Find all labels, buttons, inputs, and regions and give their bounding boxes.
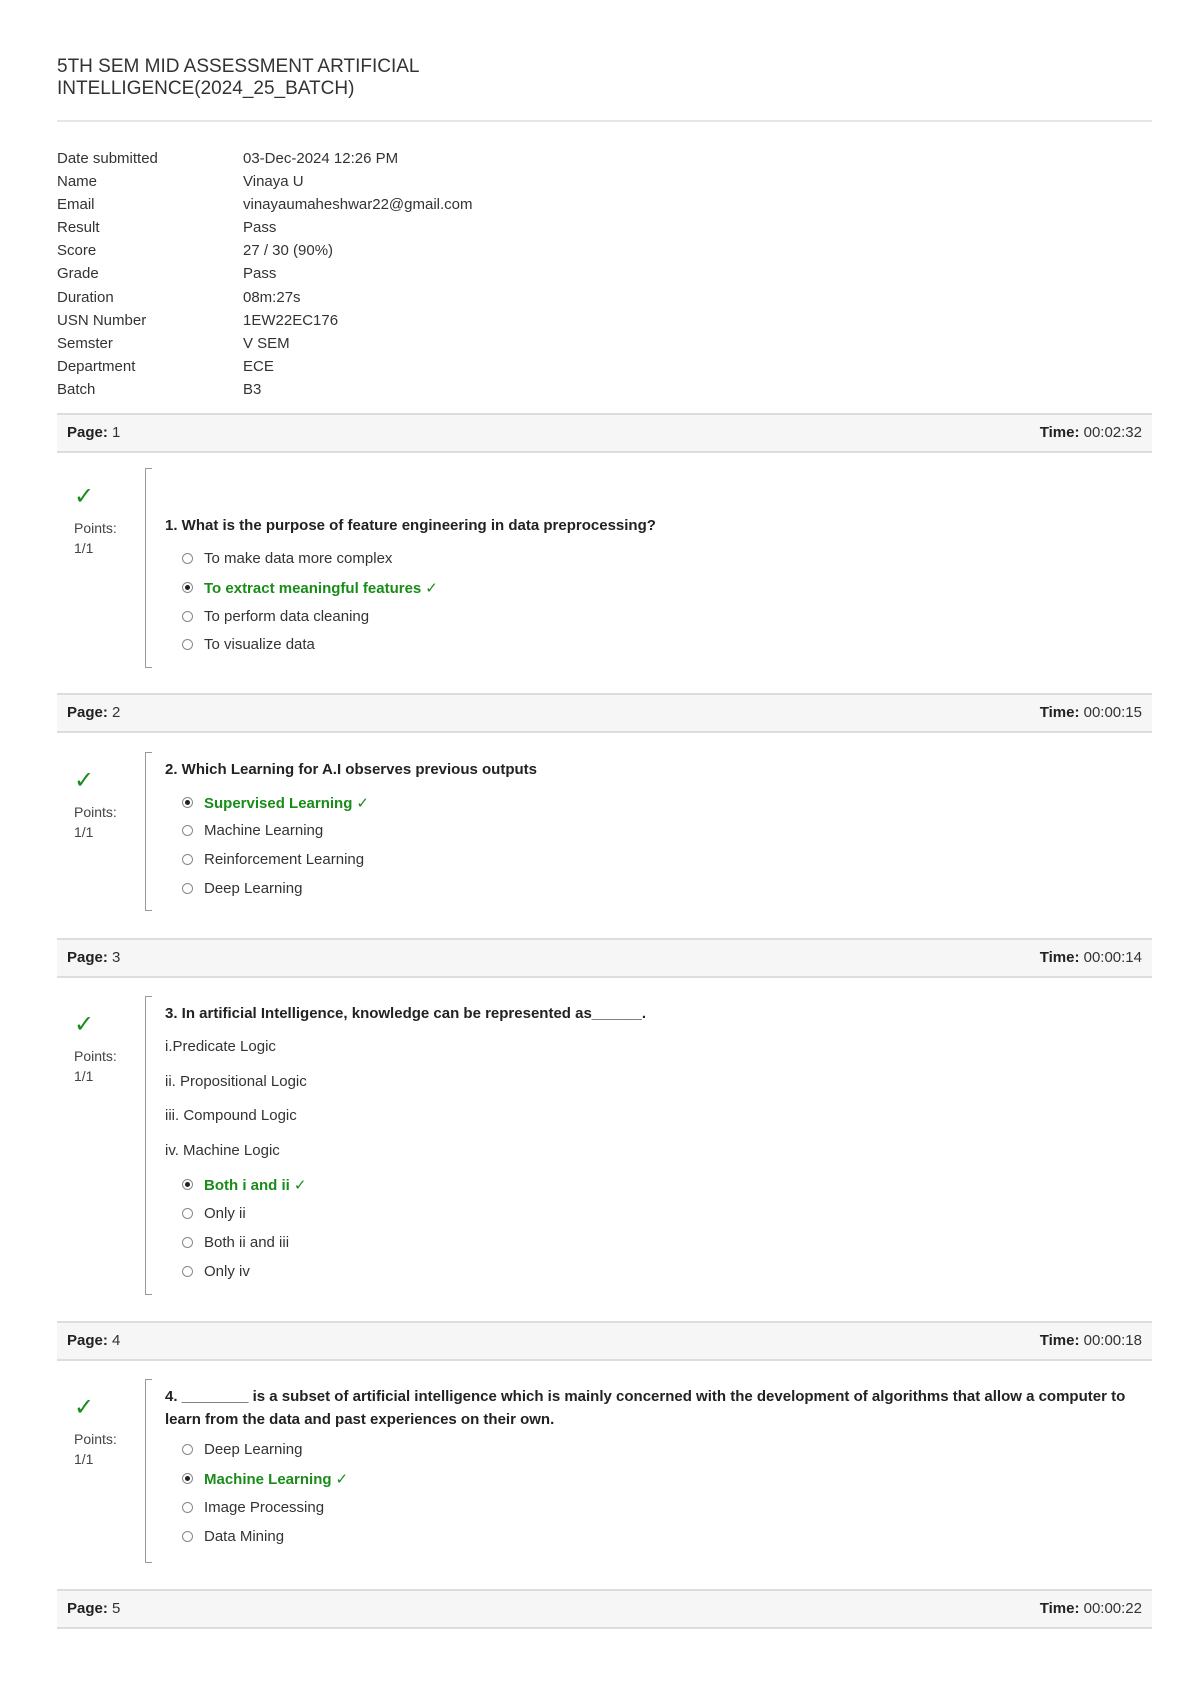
radio-unselected[interactable] — [182, 553, 193, 564]
page-label: Page: — [67, 1600, 108, 1617]
points-value: 1/1 — [74, 540, 94, 556]
option-label: Machine Learning ✓ — [204, 1470, 349, 1488]
time-label: Time: — [1039, 1332, 1080, 1349]
meta-value: 03-Dec-2024 12:26 PM — [243, 150, 399, 167]
correct-check-icon: ✓ — [74, 482, 95, 510]
option-label: Machine Learning — [204, 822, 324, 839]
points-label: Points: — [74, 1048, 117, 1064]
meta-label: Grade — [57, 265, 99, 283]
question-text: 2. Which Learning for A.I observes previous outputs — [165, 761, 537, 778]
correct-answer-check-icon: ✓ — [356, 794, 369, 812]
question-block — [57, 474, 1152, 672]
meta-label: Date submitted — [57, 150, 158, 167]
meta-label: Semster — [57, 334, 113, 352]
meta-label: Name — [57, 173, 98, 191]
points-value: 1/1 — [74, 824, 94, 840]
page-header-bar — [57, 1321, 1152, 1361]
page-label: Page: — [67, 424, 108, 441]
points-value: 1/1 — [74, 1451, 94, 1467]
page-time: Time: 00:00:14 — [1039, 949, 1142, 966]
page-time: Time: 00:02:32 — [1039, 424, 1142, 441]
meta-label: Result — [57, 219, 100, 237]
option-label: Supervised Learning ✓ — [204, 794, 369, 812]
option-label: Both ii and iii — [204, 1234, 290, 1251]
radio-unselected[interactable] — [182, 1444, 193, 1455]
question-statement: ii. Propositional Logic — [165, 1073, 307, 1090]
page-number: Page: 4 — [67, 1332, 121, 1349]
question-statement: iii. Compound Logic — [165, 1107, 297, 1124]
points-score — [74, 518, 117, 558]
radio-selected[interactable] — [182, 1473, 193, 1484]
option-label: Only ii — [204, 1205, 246, 1222]
option-label: Both i and ii ✓ — [204, 1176, 307, 1194]
meta-value: 1EW22EC176 — [243, 311, 339, 329]
meta-label: Duration — [57, 288, 114, 306]
radio-unselected[interactable] — [182, 1531, 193, 1542]
option-label: Only iv — [204, 1263, 250, 1280]
page-time: Time: 00:00:22 — [1039, 1600, 1142, 1617]
question-statement: i.Predicate Logic — [165, 1038, 276, 1055]
option-label: To visualize data — [204, 636, 315, 653]
page-number: Page: 3 — [67, 949, 121, 966]
option-label: Deep Learning — [204, 880, 303, 897]
page-header-bar — [57, 693, 1152, 733]
correct-check-icon: ✓ — [74, 766, 95, 794]
radio-selected[interactable] — [182, 582, 193, 593]
meta-label: Department — [57, 357, 136, 375]
page-number: Page: 2 — [67, 704, 121, 721]
points-label: Points: — [74, 1431, 117, 1447]
time-label: Time: — [1039, 1600, 1080, 1617]
question-block — [57, 758, 1152, 915]
meta-label: USN Number — [57, 311, 147, 329]
page-number: Page: 1 — [67, 424, 121, 441]
points-label: Points: — [74, 804, 117, 820]
correct-check-icon: ✓ — [74, 1393, 95, 1421]
meta-value: V SEM — [243, 334, 290, 352]
correct-answer-check-icon: ✓ — [293, 1176, 307, 1194]
meta-label: Email — [57, 196, 95, 214]
question-bracket — [145, 996, 152, 1295]
question-bracket — [145, 752, 152, 911]
question-text: 1. What is the purpose of feature engineering in data preprocessing? — [165, 517, 656, 534]
radio-selected[interactable] — [182, 797, 193, 808]
correct-answer-check-icon: ✓ — [425, 579, 438, 597]
question-statement: iv. Machine Logic — [165, 1142, 280, 1159]
radio-unselected[interactable] — [182, 883, 193, 894]
question-block — [57, 1002, 1152, 1299]
page-label: Page: — [67, 1332, 108, 1349]
meta-value: Pass — [243, 219, 277, 237]
page-label: Page: — [67, 949, 108, 966]
radio-unselected[interactable] — [182, 1237, 193, 1248]
page-time: Time: 00:00:15 — [1039, 704, 1142, 721]
points-value: 1/1 — [74, 1068, 94, 1084]
points-score — [74, 802, 117, 842]
radio-unselected[interactable] — [182, 825, 193, 836]
question-bracket — [145, 1379, 152, 1563]
option-label: To make data more complex — [204, 550, 393, 567]
radio-unselected[interactable] — [182, 1502, 193, 1513]
radio-unselected[interactable] — [182, 1208, 193, 1219]
option-label: Deep Learning — [204, 1441, 303, 1458]
time-label: Time: — [1039, 424, 1080, 441]
radio-unselected[interactable] — [182, 1266, 193, 1277]
title-divider — [57, 120, 1152, 122]
option-label: Image Processing — [204, 1499, 325, 1516]
question-bracket — [145, 468, 152, 668]
page-label: Page: — [67, 704, 108, 721]
points-score — [74, 1046, 117, 1086]
option-label: Data Mining — [204, 1528, 285, 1545]
time-label: Time: — [1039, 949, 1080, 966]
radio-unselected[interactable] — [182, 854, 193, 865]
page-number: Page: 5 — [67, 1600, 121, 1617]
meta-value: 27 / 30 (90%) — [243, 242, 334, 260]
page-time: Time: 00:00:18 — [1039, 1332, 1142, 1349]
page-header-bar — [57, 938, 1152, 978]
question-text: 4. ________ is a subset of artificial intelligence which is mainly concerned with the development of algorithms that allow a computer to learn from the data and past experiences on their own. — [165, 1388, 1126, 1428]
page-header-bar — [57, 1589, 1152, 1629]
meta-value: Pass — [243, 265, 277, 283]
option-label: To perform data cleaning — [204, 608, 370, 625]
meta-value: Vinaya U — [243, 173, 304, 191]
option-label: To extract meaningful features ✓ — [204, 579, 438, 597]
points-label: Points: — [74, 520, 117, 536]
page-header-bar — [57, 413, 1152, 453]
time-label: Time: — [1039, 704, 1080, 721]
meta-label: Score — [57, 242, 97, 260]
radio-unselected[interactable] — [182, 611, 193, 622]
page-title: 5TH SEM MID ASSESSMENT ARTIFICIAL INTELLIGENCE(2024_25_BATCH) — [57, 56, 419, 99]
meta-label: Batch — [57, 380, 96, 398]
correct-check-icon: ✓ — [74, 1010, 95, 1038]
radio-selected[interactable] — [182, 1179, 193, 1190]
points-score — [74, 1429, 117, 1469]
question-block — [57, 1385, 1152, 1567]
meta-value: 08m:27s — [243, 288, 301, 306]
correct-answer-check-icon: ✓ — [335, 1470, 349, 1488]
meta-value: B3 — [243, 380, 262, 398]
question-text: 3. In artificial Intelligence, knowledge can be represented as______. — [165, 1005, 647, 1022]
option-label: Reinforcement Learning — [204, 851, 365, 868]
meta-value: vinayaumaheshwar22@gmail.com — [243, 196, 473, 214]
meta-value: ECE — [243, 357, 274, 375]
radio-unselected[interactable] — [182, 639, 193, 650]
